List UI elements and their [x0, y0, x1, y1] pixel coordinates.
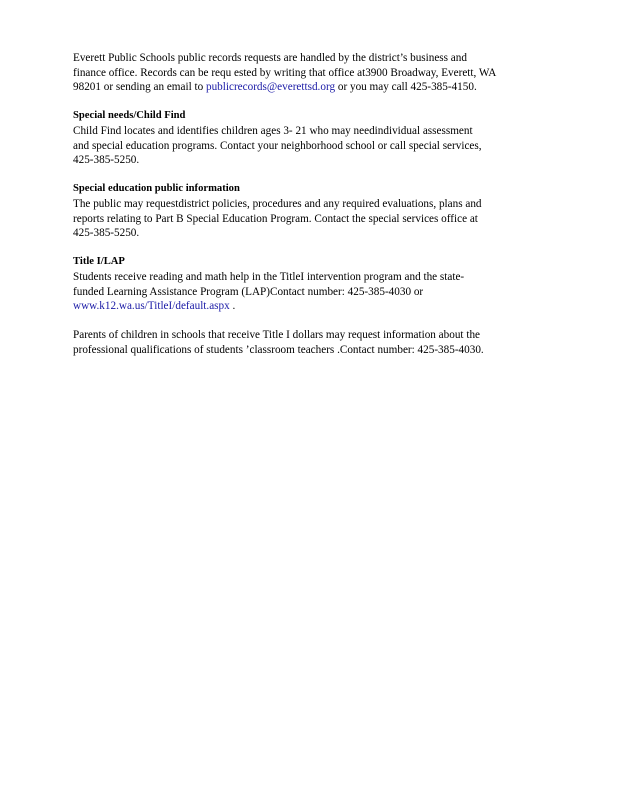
special-needs-section: [73, 109, 543, 167]
records-line-2: finance office. Records can be requ ested by writing that office at3900 Broadway, Everett, WA: [73, 66, 497, 79]
special-needs-heading: Special needs/Child Find: [73, 110, 186, 122]
records-line-3: [73, 80, 543, 95]
special-needs-line-1: Child Find locates and identifies children ages 3- 21 who may needindividual assessment: [73, 124, 473, 137]
special-education-info-line-2: reports relating to Part B Special Education Program. Contact the special services office at: [73, 212, 478, 225]
title-lap-section: [73, 255, 543, 313]
special-education-info-line-1: The public may requestdistrict policies, procedures and any required evaluations, plans and: [73, 197, 482, 210]
title-i-parents-line-2: professional qualifications of students ’classroom teachers .Contact number: 425-385-4030.: [73, 343, 484, 356]
title-lap-heading: Title I/LAP: [73, 256, 125, 268]
records-line-3-text: 98201 or sending an email to: [73, 81, 206, 94]
special-education-info-line-3: 425-385-5250.: [73, 227, 140, 240]
title-lap-line-3: [73, 299, 543, 314]
title-lap-url-tail: .: [229, 300, 236, 313]
title-lap-line-2: funded Learning Assistance Program (LAP)Contact number: 425-385-4030 or: [73, 285, 424, 298]
special-education-info-section: [73, 182, 543, 240]
document-page: [73, 51, 543, 357]
public-records-paragraph: [73, 51, 543, 95]
records-line-3-tail: or you may call 425-385-4150.: [335, 81, 477, 94]
title-i-parents-line-1: Parents of children in schools that receive Title I dollars may request information about the: [73, 329, 481, 342]
special-needs-line-2: and special education programs. Contact your neighborhood school or call special services,: [73, 139, 482, 152]
special-needs-line-3: 425-385-5250.: [73, 154, 140, 167]
title-i-url-link[interactable]: www.k12.wa.us/TitleI/default.aspx: [73, 300, 230, 313]
title-lap-line-1: Students receive reading and math help in the TitleI intervention program and the state-: [73, 270, 465, 283]
records-line-1: Everett Public Schools public records requests are handled by the district’s business and: [73, 52, 467, 64]
public-records-email-link[interactable]: publicrecords@everettsd.org: [205, 81, 336, 94]
title-i-parents-paragraph: [73, 328, 543, 357]
special-education-info-heading: Special education public information: [73, 183, 240, 195]
